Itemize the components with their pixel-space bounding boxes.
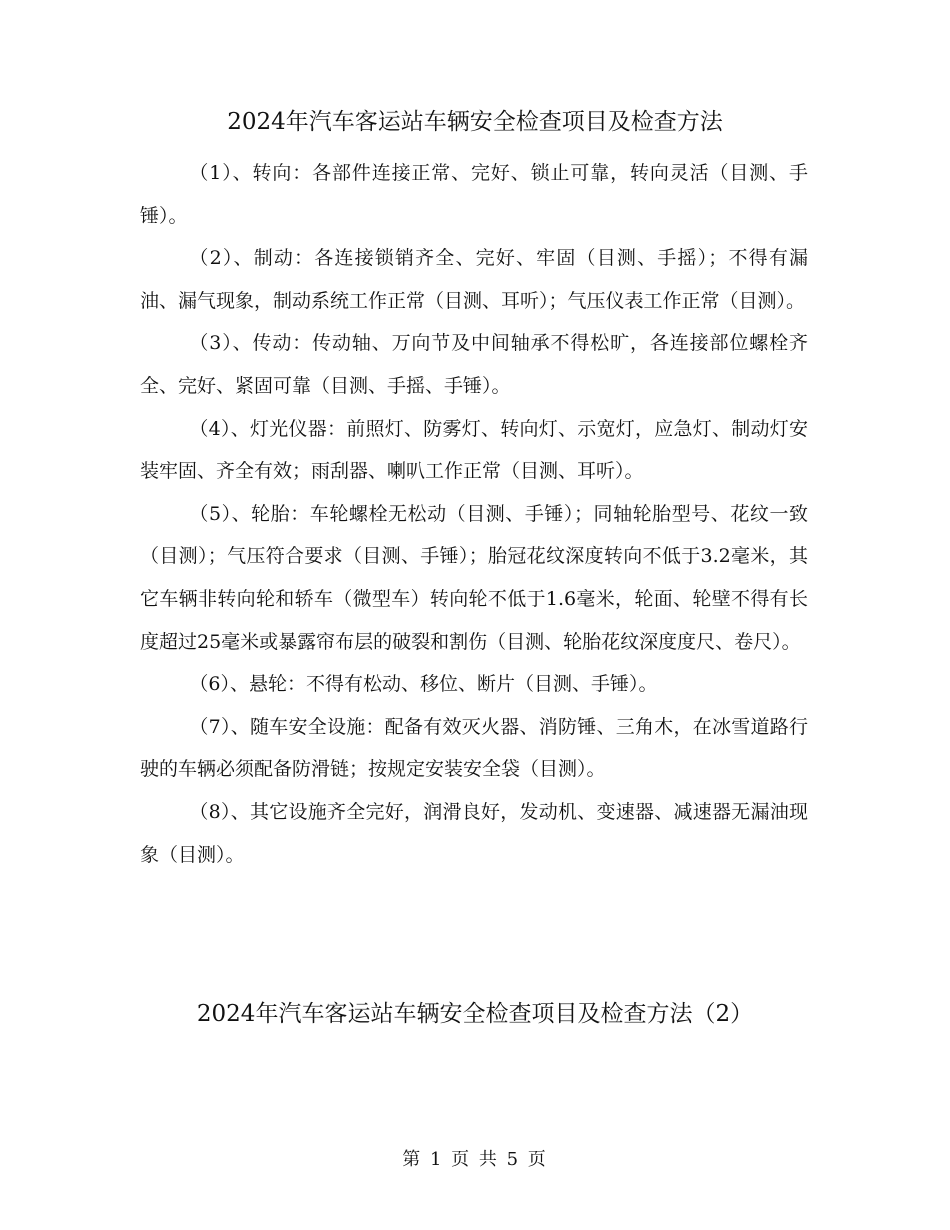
page-footer: 第 1 页 共 5 页	[402, 1149, 548, 1170]
paragraph-braking: （2）、制动：各连接锁销齐全、完好、牢固（目测、手摇）；不得有漏油、漏气现象，制动系统工作正常（目测、耳听）；气压仪表工作正常（目测）。	[140, 247, 808, 312]
document-title: 2024年汽车客运站车辆安全检查项目及检查方法	[227, 109, 723, 135]
paragraph-transmission: （3）、传动：传动轴、万向节及中间轴承不得松旷，各连接部位螺栓齐全、完好、紧固可靠（目测、手摇、手锤）。	[140, 332, 808, 397]
paragraph-safety-equipment: （7）、随车安全设施：配备有效灭火器、消防锤、三角木，在冰雪道路行驶的车辆必须配备防滑链；按规定安装安全袋（目测）。	[140, 715, 808, 781]
document-body	[140, 152, 808, 876]
next-section-title: 2024年汽车客运站车辆安全检查项目及检查方法（2）	[196, 1001, 754, 1027]
paragraph-suspension: （6）、悬轮：不得有松动、移位、断片（目测、手锤）。	[189, 673, 658, 696]
paragraph-tires: （5）、轮胎：车轮螺栓无松动（目测、手锤）；同轴轮胎型号、花纹一致（目测）；气压符合要求（目测、手锤）；胎冠花纹深度转向不低于3.2毫米，其它车辆非转向轮和轿车（微型车）转向轮不低于1.6毫米，轮面、轮壁不得有长度超过25毫米或暴露帘布层的破裂和割伤（目测、轮胎花纹深度度尺、卷尺）。	[140, 502, 808, 653]
paragraph-steering: （1）、转向：各部件连接正常、完好、锁止可靠，转向灵活（目测、手锤）。	[140, 162, 808, 227]
paragraph-other-facilities: （8）、其它设施齐全完好，润滑良好，发动机、变速器、减速器无漏油现象（目测）。	[140, 800, 808, 866]
paragraph-lights-instruments: （4）、灯光仪器：前照灯、防雾灯、转向灯、示宽灯，应急灯、制动灯安装牢固、齐全有效；雨刮器、喇叭工作正常（目测、耳听）。	[140, 417, 808, 483]
